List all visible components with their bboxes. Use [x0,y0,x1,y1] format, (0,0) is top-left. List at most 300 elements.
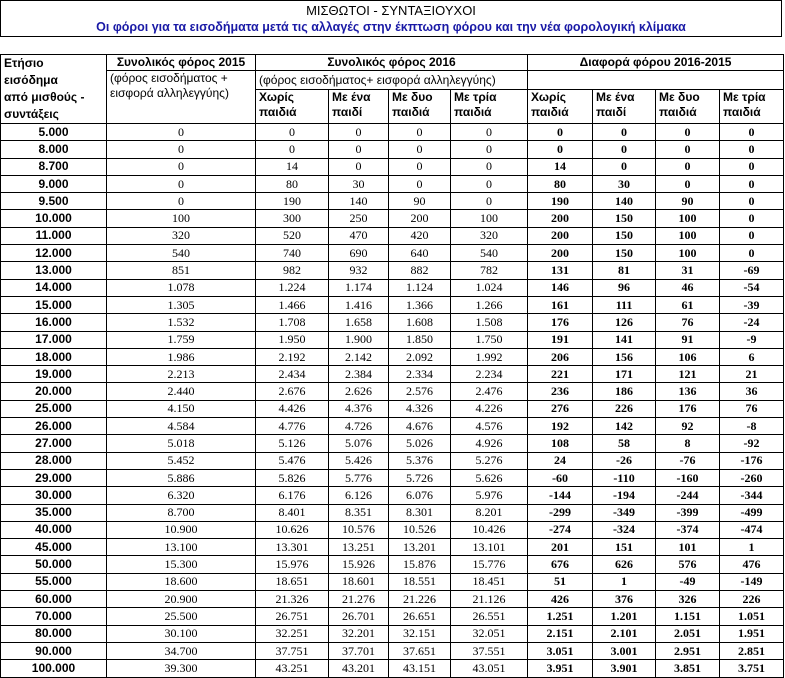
table-row [1,608,784,625]
tax-diff-cell: 108 [528,435,593,452]
tax-2015-cell: 2.213 [107,366,256,383]
tax-2016-cell: 2.626 [329,383,389,400]
income-cell: 13.000 [1,262,107,279]
sheet-title: ΜΙΣΘΩΤΟΙ - ΣΥΝΤΑΞΙΟΥΧΟΙ [306,3,476,18]
table-row [1,469,784,486]
tax-2016-cell: 4.326 [389,400,451,417]
tax-diff-cell: 626 [593,556,656,573]
tax-diff-cell: 0 [656,175,720,192]
tax-2016-cell: 37.651 [389,642,451,659]
tax-2016-cell: 1.416 [329,296,389,313]
tax-diff-cell: -499 [720,504,784,521]
col-line: Με δυο [659,90,700,104]
sheet-subtitle: Οι φόροι για τα εισοδήματα μετά τις αλλαγές στην έκπτωση φόρου και την νέα φορολογική κλίμακα [96,20,686,34]
tax-2016-cell: 4.426 [256,400,329,417]
tax-diff-cell: 80 [528,175,593,192]
tax-2016-cell: 982 [256,262,329,279]
tax-2016-cell: 782 [451,262,528,279]
tax-2016-cell: 0 [389,175,451,192]
tax-diff-cell: 0 [720,141,784,158]
tax-2015-cell: 10.900 [107,521,256,538]
tax-2016-cell: 1.900 [329,331,389,348]
group-header-2015: Συνολικός φόρος 2015 [107,55,256,71]
income-cell: 80.000 [1,625,107,642]
tax-diff-cell: 81 [593,262,656,279]
tax-diff-cell: 0 [593,141,656,158]
tax-2016-cell: 21.126 [451,591,528,608]
tax-diff-cell: 51 [528,573,593,590]
tax-2016-cell: 5.726 [389,469,451,486]
tax-diff-cell: 1.051 [720,608,784,625]
tax-2016-cell: 190 [256,193,329,210]
table-row [1,262,784,279]
tax-diff-cell: 8 [656,435,720,452]
tax-2016-cell: 18.651 [256,573,329,590]
tax-diff-cell: 142 [593,418,656,435]
col-2016-one [329,90,389,124]
tax-2016-cell: 90 [389,193,451,210]
tax-diff-cell: -260 [720,469,784,486]
income-cell: 90.000 [1,642,107,659]
tax-diff-cell: 1.201 [593,608,656,625]
tax-2016-cell: 420 [389,227,451,244]
tax-diff-cell: 2.851 [720,642,784,659]
income-cell: 50.000 [1,556,107,573]
tax-diff-cell: -324 [593,521,656,538]
income-cell: 28.000 [1,452,107,469]
tax-2016-cell: 5.826 [256,469,329,486]
tax-2016-cell: 13.301 [256,539,329,556]
tax-diff-cell: 3.751 [720,660,784,677]
income-cell: 27.000 [1,435,107,452]
tax-2016-cell: 32.251 [256,625,329,642]
tax-2016-cell: 0 [329,124,389,141]
tax-diff-cell: 176 [656,400,720,417]
col-2016-three [451,90,528,124]
tax-diff-cell: -110 [593,469,656,486]
tax-diff-cell: 1.151 [656,608,720,625]
tax-diff-cell: 0 [720,175,784,192]
tax-2016-cell: 2.192 [256,348,329,365]
tax-diff-cell: 221 [528,366,593,383]
tax-diff-cell: 201 [528,539,593,556]
tax-diff-cell: 192 [528,418,593,435]
income-cell: 20.000 [1,383,107,400]
tax-diff-cell: 0 [656,158,720,175]
tax-2016-cell: 2.434 [256,366,329,383]
tax-diff-cell: 171 [593,366,656,383]
table-row [1,556,784,573]
tax-2016-cell: 1.950 [256,331,329,348]
tax-2016-cell: 5.776 [329,469,389,486]
tax-2016-cell: 0 [389,124,451,141]
tax-diff-cell: 76 [656,314,720,331]
income-cell: 19.000 [1,366,107,383]
tax-diff-cell: 200 [528,227,593,244]
tax-diff-cell: 676 [528,556,593,573]
tax-diff-cell: -49 [656,573,720,590]
income-header-line: από μισθούς - [4,90,85,104]
tax-diff-cell: -349 [593,504,656,521]
income-cell: 14.000 [1,279,107,296]
col-diff-three [720,90,784,124]
tax-2016-cell: 43.201 [329,660,389,677]
col-line: παιδί [596,105,627,119]
tax-2015-cell: 540 [107,245,256,262]
tax-diff-cell: -39 [720,296,784,313]
tax-diff-cell: 2.151 [528,625,593,642]
tax-2016-cell: 26.751 [256,608,329,625]
tax-diff-cell: 111 [593,296,656,313]
tax-2016-cell: 320 [451,227,528,244]
sub-header-line: εισφορά αλληλεγγύης) [110,86,229,100]
income-cell: 8.700 [1,158,107,175]
income-cell: 5.000 [1,124,107,141]
tax-diff-cell: 46 [656,279,720,296]
tax-2015-cell: 39.300 [107,660,256,677]
tax-2016-cell: 21.326 [256,591,329,608]
tax-diff-cell: -374 [656,521,720,538]
tax-2016-cell: 1.174 [329,279,389,296]
tax-2016-cell: 1.750 [451,331,528,348]
sub-header-line: (φόρος εισοδήματος + [110,71,228,85]
group-header-diff: Διαφορά φόρου 2016-2015 [528,55,784,71]
tax-diff-cell: 101 [656,539,720,556]
tax-diff-cell: -144 [528,487,593,504]
tax-diff-cell: 146 [528,279,593,296]
tax-diff-cell: 36 [720,383,784,400]
tax-diff-cell: 326 [656,591,720,608]
col-line: Με ένα [332,90,371,104]
tax-diff-cell: -399 [656,504,720,521]
income-cell: 8.000 [1,141,107,158]
income-cell: 26.000 [1,418,107,435]
tax-2016-cell: 200 [389,210,451,227]
tax-2016-cell: 5.026 [389,435,451,452]
tax-2016-cell: 5.126 [256,435,329,452]
tax-diff-cell: 426 [528,591,593,608]
table-row [1,418,784,435]
tax-2016-cell: 1.024 [451,279,528,296]
tax-diff-cell: 200 [528,245,593,262]
table-row [1,591,784,608]
tax-2015-cell: 320 [107,227,256,244]
tax-2016-cell: 8.301 [389,504,451,521]
tax-2016-cell: 4.376 [329,400,389,417]
tax-2015-cell: 2.440 [107,383,256,400]
table-row [1,124,784,141]
tax-diff-cell: 6 [720,348,784,365]
tax-diff-cell: -92 [720,435,784,452]
tax-2015-cell: 0 [107,175,256,192]
tax-diff-cell: -60 [528,469,593,486]
tax-2015-cell: 30.100 [107,625,256,642]
tax-diff-cell: 2.101 [593,625,656,642]
tax-2016-cell: 37.701 [329,642,389,659]
tax-diff-cell: 140 [593,193,656,210]
income-cell: 30.000 [1,487,107,504]
tax-diff-cell: -9 [720,331,784,348]
tax-2015-cell: 0 [107,141,256,158]
tax-2016-cell: 0 [451,124,528,141]
tax-2016-cell: 4.776 [256,418,329,435]
tax-diff-cell: 100 [656,245,720,262]
tax-2016-cell: 0 [389,141,451,158]
tax-diff-cell: 1 [720,539,784,556]
group-header-2016: Συνολικός φόρος 2016 [256,55,528,71]
tax-diff-cell: -244 [656,487,720,504]
tax-2016-cell: 1.658 [329,314,389,331]
tax-2016-cell: 2.476 [451,383,528,400]
tax-diff-cell: 3.851 [656,660,720,677]
tax-2015-cell: 20.900 [107,591,256,608]
col-line: παιδιά [531,105,569,119]
tax-2016-cell: 2.576 [389,383,451,400]
tax-diff-cell: 3.051 [528,642,593,659]
tax-diff-cell: 76 [720,400,784,417]
tax-2016-cell: 14 [256,158,329,175]
tax-diff-cell: 106 [656,348,720,365]
tax-2015-cell: 5.452 [107,452,256,469]
col-line: παιδιά [659,105,697,119]
tax-diff-cell: 0 [656,141,720,158]
income-cell: 9.000 [1,175,107,192]
tax-diff-cell: 150 [593,227,656,244]
tax-2016-cell: 13.201 [389,539,451,556]
income-cell: 17.000 [1,331,107,348]
tax-2016-cell: 15.776 [451,556,528,573]
tax-2016-cell: 0 [451,175,528,192]
tax-diff-cell: 1 [593,573,656,590]
tax-diff-cell: 2.051 [656,625,720,642]
tax-2016-cell: 470 [329,227,389,244]
table-row [1,227,784,244]
income-cell: 35.000 [1,504,107,521]
tax-2015-cell: 5.886 [107,469,256,486]
tax-diff-cell: 190 [528,193,593,210]
income-cell: 16.000 [1,314,107,331]
col-line: Χωρίς [531,90,567,104]
tax-2016-cell: 4.576 [451,418,528,435]
tax-2016-cell: 2.384 [329,366,389,383]
table-row [1,193,784,210]
tax-2016-cell: 1.224 [256,279,329,296]
col-2016-two [389,90,451,124]
tax-2015-cell: 18.600 [107,573,256,590]
tax-2016-cell: 540 [451,245,528,262]
col-diff-one [593,90,656,124]
tax-2016-cell: 10.626 [256,521,329,538]
tax-diff-cell: 161 [528,296,593,313]
table-row [1,400,784,417]
tax-2016-cell: 4.926 [451,435,528,452]
tax-diff-cell: -8 [720,418,784,435]
tax-diff-cell: 24 [528,452,593,469]
tax-2016-cell: 32.051 [451,625,528,642]
tax-2015-cell: 100 [107,210,256,227]
tax-2016-cell: 0 [329,158,389,175]
tax-2015-cell: 0 [107,158,256,175]
tax-diff-cell: 2.951 [656,642,720,659]
tax-diff-cell: 0 [656,124,720,141]
tax-2015-cell: 851 [107,262,256,279]
tax-table [0,54,784,678]
tax-2016-cell: 740 [256,245,329,262]
table-row [1,625,784,642]
tax-2016-cell: 18.551 [389,573,451,590]
tax-diff-cell: 376 [593,591,656,608]
col-2016-none [256,90,329,124]
tax-2016-cell: 1.992 [451,348,528,365]
tax-2015-cell: 13.100 [107,539,256,556]
tax-2016-cell: 1.708 [256,314,329,331]
tax-diff-cell: 0 [720,124,784,141]
tax-2015-cell: 15.300 [107,556,256,573]
income-cell: 15.000 [1,296,107,313]
income-cell: 25.000 [1,400,107,417]
tax-diff-cell: 226 [593,400,656,417]
tax-2016-cell: 1.366 [389,296,451,313]
tax-2016-cell: 26.701 [329,608,389,625]
tax-diff-cell: 1.251 [528,608,593,625]
tax-2016-cell: 100 [451,210,528,227]
tax-diff-cell: 200 [528,210,593,227]
tax-2016-cell: 1.266 [451,296,528,313]
table-row [1,366,784,383]
tax-2016-cell: 30 [329,175,389,192]
table-row [1,331,784,348]
tax-2015-cell: 1.078 [107,279,256,296]
title-box [0,0,782,37]
tax-2016-cell: 43.151 [389,660,451,677]
tax-diff-cell: 236 [528,383,593,400]
tax-diff-cell: -26 [593,452,656,469]
tax-diff-cell: 206 [528,348,593,365]
tax-diff-cell: 14 [528,158,593,175]
table-row [1,158,784,175]
col-line: Με τρία [723,90,766,104]
tax-2015-cell: 0 [107,124,256,141]
table-row [1,504,784,521]
tax-diff-cell: 121 [656,366,720,383]
tax-2015-cell: 25.500 [107,608,256,625]
col-line: Με τρία [454,90,497,104]
income-cell: 55.000 [1,573,107,590]
tax-2016-cell: 2.334 [389,366,451,383]
tax-2016-cell: 0 [451,193,528,210]
sub-header-2015 [107,71,256,124]
tax-diff-cell: 0 [720,210,784,227]
income-header [1,55,107,124]
tax-diff-cell: 3.951 [528,660,593,677]
tax-2016-cell: 8.401 [256,504,329,521]
tax-2016-cell: 10.576 [329,521,389,538]
tax-2016-cell: 21.226 [389,591,451,608]
tax-2016-cell: 43.051 [451,660,528,677]
tax-2016-cell: 10.526 [389,521,451,538]
tax-diff-cell: 226 [720,591,784,608]
tax-2016-cell: 6.076 [389,487,451,504]
tax-2016-cell: 18.601 [329,573,389,590]
tax-diff-cell: -344 [720,487,784,504]
tax-2016-cell: 80 [256,175,329,192]
income-header-line: Ετήσιο [4,56,44,70]
tax-diff-cell: 276 [528,400,593,417]
tax-2015-cell: 4.584 [107,418,256,435]
tax-2015-cell: 0 [107,193,256,210]
tax-2016-cell: 5.626 [451,469,528,486]
tax-2015-cell: 1.986 [107,348,256,365]
empty-header-cell [528,71,784,90]
tax-diff-cell: 150 [593,210,656,227]
income-cell: 18.000 [1,348,107,365]
tax-2016-cell: 932 [329,262,389,279]
tax-diff-cell: 126 [593,314,656,331]
tax-diff-cell: 0 [528,141,593,158]
tax-diff-cell: 92 [656,418,720,435]
table-row [1,487,784,504]
tax-2016-cell: 8.201 [451,504,528,521]
tax-diff-cell: 186 [593,383,656,400]
tax-2015-cell: 34.700 [107,642,256,659]
table-row [1,660,784,677]
tax-diff-cell: 150 [593,245,656,262]
income-cell: 45.000 [1,539,107,556]
tax-diff-cell: 96 [593,279,656,296]
table-row [1,573,784,590]
tax-2015-cell: 1.532 [107,314,256,331]
tax-2016-cell: 0 [451,141,528,158]
tax-diff-cell: 21 [720,366,784,383]
income-cell: 9.500 [1,193,107,210]
table-row [1,279,784,296]
tax-2015-cell: 8.700 [107,504,256,521]
tax-2016-cell: 5.976 [451,487,528,504]
tax-diff-cell: 61 [656,296,720,313]
tax-2016-cell: 5.376 [389,452,451,469]
table-row [1,435,784,452]
tax-2016-cell: 0 [256,124,329,141]
tax-diff-cell: 176 [528,314,593,331]
tax-2016-cell: 18.451 [451,573,528,590]
tax-diff-cell: 30 [593,175,656,192]
tax-2016-cell: 1.466 [256,296,329,313]
col-line: Με δυο [392,90,433,104]
tax-diff-cell: 58 [593,435,656,452]
tax-2016-cell: 5.476 [256,452,329,469]
tax-2016-cell: 15.876 [389,556,451,573]
tax-diff-cell: 0 [593,124,656,141]
tax-2016-cell: 37.551 [451,642,528,659]
tax-2016-cell: 2.092 [389,348,451,365]
table-row [1,348,784,365]
table-row [1,175,784,192]
tax-diff-cell: 131 [528,262,593,279]
tax-2015-cell: 5.018 [107,435,256,452]
tax-2016-cell: 1.508 [451,314,528,331]
income-header-line: συντάξεις [4,107,59,121]
col-diff-none [528,90,593,124]
income-cell: 60.000 [1,591,107,608]
tax-2016-cell: 140 [329,193,389,210]
col-line: παιδί [332,105,363,119]
tax-2016-cell: 8.351 [329,504,389,521]
tax-diff-cell: 0 [720,193,784,210]
tax-2016-cell: 15.926 [329,556,389,573]
tax-2016-cell: 2.676 [256,383,329,400]
col-diff-two [656,90,720,124]
tax-diff-cell: 0 [528,124,593,141]
